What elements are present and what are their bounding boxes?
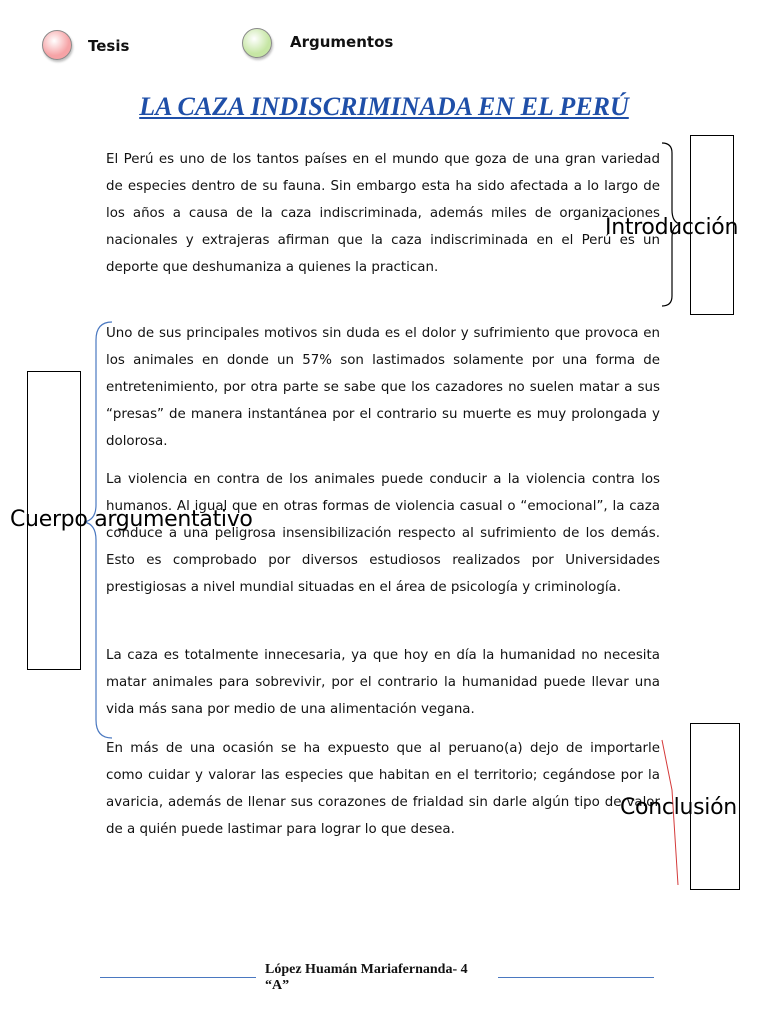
footer-author: López Huamán Mariafernanda- 4 “A” (265, 962, 468, 993)
paragraph-introduction: El Perú es uno de los tantos países en el mundo que goza de una gran variedad de especies dentro de su fauna. Sin embargo esta ha sido afectada a lo largo de los años a causa de la caza indiscriminada, además miles de organizaciones nacionales y extrajeras afirman que la caza indiscriminada en el Perú es un deporte que deshumaniza a quienes la practican. (106, 152, 660, 275)
document-title: LA CAZA INDISCRIMINADA EN EL PERÚ (139, 92, 629, 121)
argumentos-legend-label: Argumentos (290, 33, 394, 51)
introduction-label: Introducción (605, 215, 739, 240)
tesis-legend-label: Tesis (88, 37, 130, 55)
paragraph-conclusion: En más de una ocasión se ha expuesto que al peruano(a) dejo de importarle como cuidar y valorar las especies que habitan en el territorio; cegándose por la avaricia, además de llenar sus corazones de frialdad sin darle algún tipo de valor de a quién puede lastimar para lograr lo que desea. (106, 741, 660, 837)
footer-line-left (100, 977, 256, 978)
paragraph-argument-1: Uno de sus principales motivos sin duda es el dolor y sufrimiento que provoca en los animales en donde un 57% son lastimados solamente por una forma de entretenimiento, por otra parte se sabe que los cazadores no suelen matar a sus “presas” de manera instantánea por el contrario su muerte es muy prolongada y dolorosa. (106, 326, 660, 449)
paragraph-argument-3: La caza es totalmente innecesaria, ya que hoy en día la humanidad no necesita matar animales para sobrevivir, por el contrario la humanidad puede llevar una vida más sana por medio de una alimentación vegana. (106, 648, 660, 717)
footer-line-right (498, 977, 654, 978)
conclusion-label: Conclusión (620, 795, 737, 820)
paragraph-argument-2: La violencia en contra de los animales puede conducir a la violencia contra los humanos. Al igual que en otras formas de violencia casual o “emocional”, la caza conduce a una peligrosa insensibilización respecto al sufrimiento de los demás. Esto es comprobado por diversos estudiosos realizados por Universidades prestigiosas a nivel mundial situadas en el área de psicología y criminología. (106, 472, 660, 595)
body-label: Cuerpo argumentativo (10, 507, 253, 532)
